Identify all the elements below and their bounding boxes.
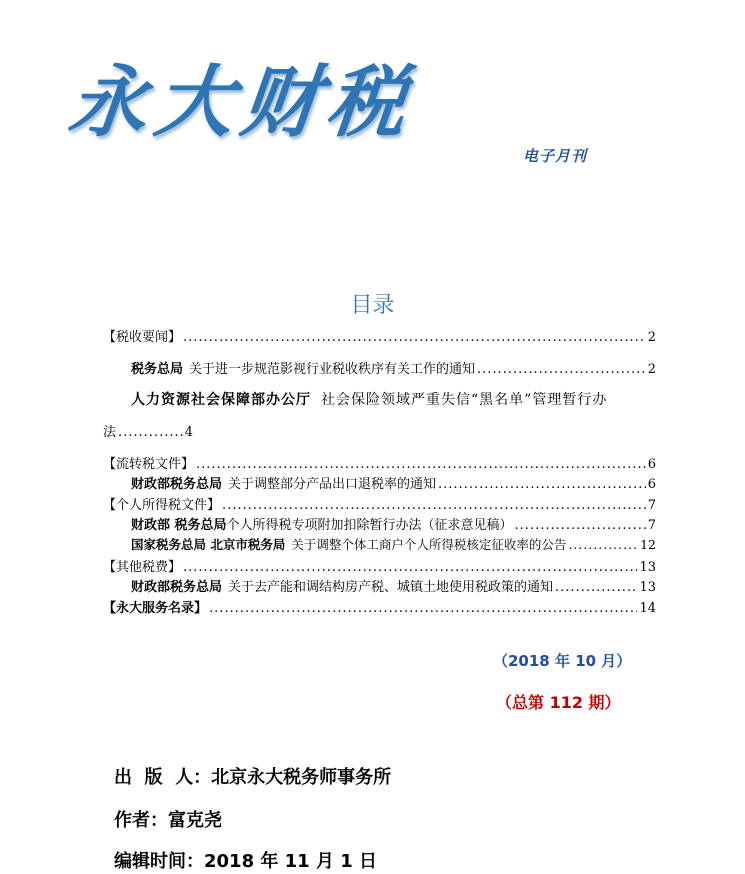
toc-entry-film-tax[interactable] xyxy=(131,358,656,377)
masthead-subtitle: 电子月刊 xyxy=(523,147,588,165)
toc-leader-dots xyxy=(477,362,646,377)
issue-number: （总第 112 期） xyxy=(496,693,621,712)
toc-page-number: 14 xyxy=(639,601,656,616)
toc-page-number: 7 xyxy=(647,518,656,533)
toc-page-number: 6 xyxy=(647,477,656,492)
toc-entry-property-tax[interactable] xyxy=(131,576,656,595)
toc-page-number: 2 xyxy=(647,330,656,345)
toc-entry-blacklist[interactable] xyxy=(131,389,656,409)
toc-entry-issuer: 税务总局 xyxy=(131,362,184,377)
toc-page-number: 13 xyxy=(639,580,656,595)
toc-entry-issuer: 财政部税务总局 xyxy=(131,477,223,492)
toc-page-number: 13 xyxy=(639,560,656,575)
toc-leader-dots xyxy=(183,330,646,345)
toc-entry-iit-deduction[interactable] xyxy=(131,514,656,533)
toc-entry-text: 【个人所得税文件】 xyxy=(103,498,221,513)
toc-entry-text: 【其他税费】 xyxy=(103,560,182,575)
toc-entry-text: 【税收要闻】 xyxy=(103,330,182,345)
toc-title: 目录 xyxy=(350,293,395,318)
toc-entry-text: 【流转税文件】 xyxy=(103,457,195,472)
toc-leader-dots xyxy=(568,537,638,552)
toc-page-number: 4 xyxy=(184,425,193,440)
toc-entry-issuer: 人力资源社会保障部办公厅 xyxy=(131,392,311,408)
toc-leader-dots xyxy=(555,580,637,595)
publisher-line: 出 版 人：北京永大税务师事务所 xyxy=(114,767,392,788)
toc-leader-dots xyxy=(196,457,646,472)
toc-leader-dots xyxy=(515,518,646,533)
toc-entry-text: 关于进一步规范影视行业税收秩序有关工作的通知 xyxy=(189,362,476,377)
toc-leader-dots xyxy=(209,601,637,616)
toc-entry-text: 个人所得税专项附加扣除暂行办法（征求意见稿） xyxy=(226,518,513,533)
toc-entry-text: 关于调整个体工商户个人所得税核定征收率的公告 xyxy=(291,537,567,552)
toc-page-number: 6 xyxy=(647,457,656,472)
masthead-title: 永大财税 xyxy=(64,58,419,148)
toc-entry-text: 【永大服务名录】 xyxy=(103,601,208,616)
toc-entry-text: 关于去产能和调结构房产税、城镇土地使用税政策的通知 xyxy=(228,580,554,595)
toc-entry-text: 法 xyxy=(103,425,117,440)
author-line: 作者：富克尧 xyxy=(114,810,222,831)
issue-date: （2018 年 10 月） xyxy=(493,652,632,670)
toc-page-number: 7 xyxy=(647,498,656,513)
toc-leader-dots xyxy=(118,425,183,440)
toc-leader-dots xyxy=(222,498,646,513)
toc-entry-iit[interactable] xyxy=(103,494,656,513)
toc-page-number: 12 xyxy=(640,537,656,552)
toc-entry-individual-business[interactable] xyxy=(131,535,656,553)
edit-time-line: 编辑时间：2018 年 11 月 1 日 xyxy=(114,851,378,872)
toc-entry-service-directory[interactable] xyxy=(103,597,656,616)
toc-leader-dots xyxy=(183,560,637,575)
toc-entry-turnover-tax[interactable] xyxy=(103,453,656,472)
toc-entry-tax-news[interactable] xyxy=(103,326,656,345)
toc-entry-issuer: 财政部 税务总局 xyxy=(131,518,227,533)
toc-entry-export-rebate[interactable] xyxy=(131,473,656,492)
toc-leader-dots xyxy=(438,477,646,492)
toc-entry-text: 社会保险领域严重失信“黑名单”管理暂行办 xyxy=(321,392,608,408)
toc-entry-issuer: 国家税务总局 北京市税务局 xyxy=(131,537,286,552)
toc-entry-blacklist-cont[interactable] xyxy=(103,421,193,440)
toc-entry-issuer: 财政部税务总局 xyxy=(131,580,223,595)
toc-entry-other-taxes[interactable] xyxy=(103,556,656,575)
toc-entry-text: 关于调整部分产品出口退税率的通知 xyxy=(228,477,437,492)
toc-page-number: 2 xyxy=(647,362,656,377)
